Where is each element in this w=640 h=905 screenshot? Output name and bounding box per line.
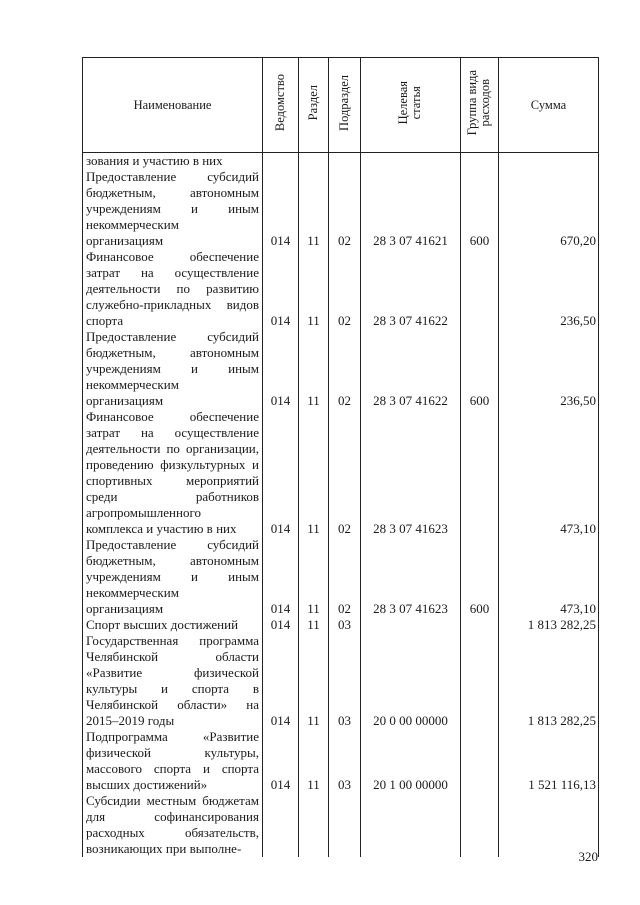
cell-razdel: 11	[299, 729, 329, 793]
cell-summa: 236,50	[499, 249, 599, 329]
cell-podrazdel: 02	[329, 249, 361, 329]
cell-summa: 670,20	[499, 169, 599, 249]
cell-razdel: 11	[299, 537, 329, 617]
cell-celevaya-statya: 28 3 07 41623	[361, 537, 461, 617]
cell-razdel	[299, 153, 329, 170]
cell-vedomstvo: 014	[263, 249, 299, 329]
cell-celevaya-statya: 20 1 00 00000	[361, 729, 461, 793]
table-row	[83, 409, 599, 537]
cell-vedomstvo: 014	[263, 409, 299, 537]
cell-celevaya-statya: 28 3 07 41622	[361, 249, 461, 329]
table-row	[83, 793, 599, 857]
table-row	[83, 329, 599, 409]
cell-podrazdel: 03	[329, 617, 361, 633]
cell-razdel: 11	[299, 617, 329, 633]
cell-gruppa	[461, 249, 499, 329]
cell-name: Финансовое обеспечение затрат на осуществление деятельности по организации, проведению физкультурных и спортивных мероприятий среди работников агропромышленного комплекса и участию в них	[83, 409, 263, 537]
header-gruppa-vida-rashodov: Группа вида расходов	[461, 58, 499, 153]
header-celevaya-statya: Целевая статья	[361, 58, 461, 153]
header-summa: Сумма	[499, 58, 599, 153]
cell-summa: 1 813 282,25	[499, 633, 599, 729]
cell-gruppa	[461, 153, 499, 170]
cell-name: Предоставление субсидий бюджетным, автономным учреждениям и иным некоммерческим организациям	[83, 537, 263, 617]
cell-gruppa	[461, 729, 499, 793]
cell-gruppa	[461, 633, 499, 729]
table-row	[83, 633, 599, 729]
header-razdel: Раздел	[299, 58, 329, 153]
header-vedomstvo: Ведомство	[263, 58, 299, 153]
cell-podrazdel: 02	[329, 537, 361, 617]
cell-podrazdel: 02	[329, 329, 361, 409]
cell-celevaya-statya: 28 3 07 41623	[361, 409, 461, 537]
cell-celevaya-statya: 20 0 00 00000	[361, 633, 461, 729]
cell-celevaya-statya: 28 3 07 41622	[361, 329, 461, 409]
table-row	[83, 537, 599, 617]
cell-gruppa: 600	[461, 537, 499, 617]
header-name: Наименование	[83, 58, 263, 153]
cell-vedomstvo: 014	[263, 169, 299, 249]
cell-gruppa: 600	[461, 329, 499, 409]
cell-vedomstvo	[263, 153, 299, 170]
table-row	[83, 729, 599, 793]
cell-summa: 236,50	[499, 329, 599, 409]
cell-podrazdel	[329, 793, 361, 857]
cell-podrazdel: 02	[329, 409, 361, 537]
cell-razdel: 11	[299, 633, 329, 729]
cell-podrazdel: 02	[329, 169, 361, 249]
cell-vedomstvo	[263, 793, 299, 857]
cell-summa	[499, 153, 599, 170]
cell-summa: 1 521 116,13	[499, 729, 599, 793]
cell-gruppa	[461, 409, 499, 537]
table-row	[83, 169, 599, 249]
budget-table	[82, 57, 599, 857]
page-number: 320	[578, 849, 598, 864]
table-row	[83, 153, 599, 170]
cell-summa	[499, 793, 599, 857]
cell-name: Предоставление субсидий бюджетным, автономным учреждениям и иным некоммерческим организациям	[83, 169, 263, 249]
cell-gruppa	[461, 617, 499, 633]
cell-celevaya-statya	[361, 617, 461, 633]
cell-name: Предоставление субсидий бюджетным, автономным учреждениям и иным некоммерческим организациям	[83, 329, 263, 409]
cell-celevaya-statya	[361, 793, 461, 857]
cell-celevaya-statya: 28 3 07 41621	[361, 169, 461, 249]
cell-vedomstvo: 014	[263, 329, 299, 409]
cell-vedomstvo: 014	[263, 633, 299, 729]
cell-name: Субсидии местным бюджетам для софинансирования расходных обязательств, возникающих при выполне-	[83, 793, 263, 857]
cell-gruppa: 600	[461, 169, 499, 249]
cell-vedomstvo: 014	[263, 617, 299, 633]
cell-razdel: 11	[299, 169, 329, 249]
cell-name: Государственная программа Челябинской области «Развитие физической культуры и спорта в Челябинской области» на 2015–2019 годы	[83, 633, 263, 729]
cell-razdel	[299, 793, 329, 857]
cell-podrazdel	[329, 153, 361, 170]
cell-summa: 1 813 282,25	[499, 617, 599, 633]
table-row	[83, 617, 599, 633]
cell-gruppa	[461, 793, 499, 857]
cell-podrazdel: 03	[329, 633, 361, 729]
cell-podrazdel: 03	[329, 729, 361, 793]
cell-summa: 473,10	[499, 537, 599, 617]
cell-name: Финансовое обеспечение затрат на осуществление деятельности по развитию служебно-прикладных видов спорта	[83, 249, 263, 329]
cell-razdel: 11	[299, 329, 329, 409]
cell-name: Спорт высших достижений	[83, 617, 263, 633]
table-row	[83, 249, 599, 329]
cell-name: зования и участию в них	[83, 153, 263, 170]
cell-vedomstvo: 014	[263, 729, 299, 793]
table-header-row	[83, 58, 599, 153]
cell-razdel: 11	[299, 409, 329, 537]
cell-name: Подпрограмма «Развитие физической культуры, массового спорта и спорта высших достижений»	[83, 729, 263, 793]
header-podrazdel: Подраздел	[329, 58, 361, 153]
cell-razdel: 11	[299, 249, 329, 329]
cell-summa: 473,10	[499, 409, 599, 537]
cell-celevaya-statya	[361, 153, 461, 170]
cell-vedomstvo: 014	[263, 537, 299, 617]
